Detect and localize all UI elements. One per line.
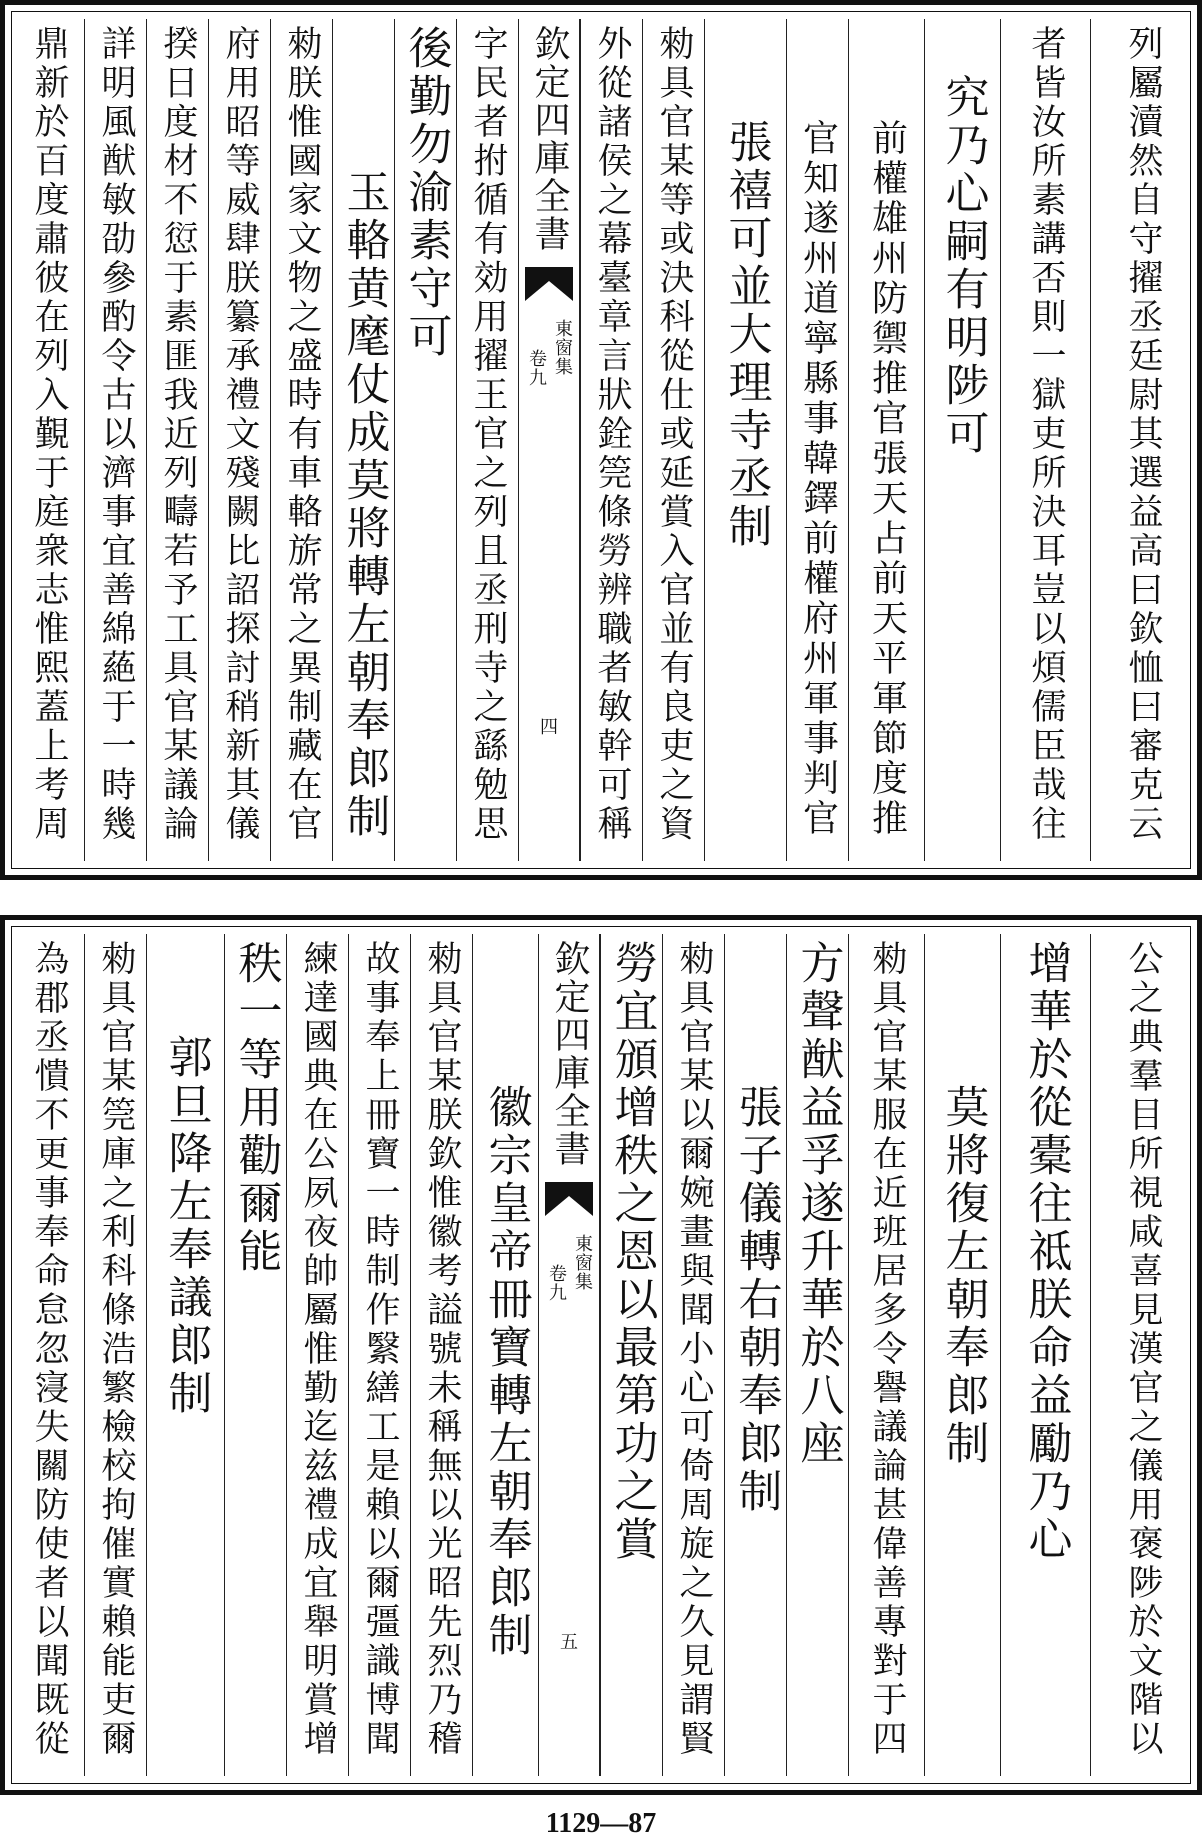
volume-label: 卷九 (526, 349, 547, 387)
text-column (848, 934, 924, 1776)
text-column (394, 19, 456, 861)
column-text: 者皆汝所素講否則一獄吏所決耳豈以煩儒臣哉往 (1026, 25, 1066, 844)
column-text: 官知遂州道寧縣事韓鐸前權府州軍事判官 (797, 119, 839, 839)
column-text: 玉輅黄麾仗成莫將轉左朝奉郎制 (338, 169, 390, 841)
column-text: 究乃心嗣有明陟可 (937, 74, 989, 458)
column-text: 增華於從橐往祗朕命益勵乃心 (1020, 940, 1072, 1564)
text-column (224, 934, 286, 1776)
lower-page-frame (0, 915, 1202, 1795)
text-column (1000, 19, 1090, 861)
text-column (642, 19, 704, 861)
text-column (13, 19, 84, 861)
text-column (924, 19, 1000, 861)
text-column (208, 19, 270, 861)
text-column (1090, 934, 1194, 1776)
column-text: 方聲猷益孚遂升華於八座 (792, 940, 844, 1468)
text-column (704, 19, 786, 861)
column-text: 勞宜頒增秩之恩以最第功之賞 (606, 940, 658, 1564)
text-column (332, 19, 394, 861)
column-text: 揆日度材不愆于素匪我近列疇若予工具官某議論 (158, 25, 198, 844)
column-text: 外從諸侯之幕臺章言狀銓筦條勞辨職者敏幹可稱 (592, 25, 632, 844)
column-text: 勑朕惟國家文物之盛時有車輅旂常之異制藏在官 (282, 25, 322, 844)
lower-page (0, 915, 1202, 1795)
upper-page-frame (0, 0, 1202, 880)
column-text: 前權雄州防禦推官張天占前天平軍節度推 (866, 119, 908, 839)
column-text: 勑具官某服在近班居多令譽議論甚偉善專對于四 (867, 940, 907, 1759)
fish-tail-mark-icon (545, 1182, 593, 1216)
column-text: 郭旦降左奉議郎制 (160, 1034, 212, 1418)
collection-title: 欽定四庫全書 (549, 940, 590, 1168)
upper-page (0, 0, 1202, 880)
volume-label: 卷九 (546, 1264, 567, 1302)
column-text: 故事奉上冊寶一時制作繄繕工是賴以爾彊識博聞 (360, 940, 400, 1759)
text-column (848, 19, 924, 861)
column-text: 徽宗皇帝冊寶轉左朝奉郎制 (480, 1084, 532, 1660)
text-column (924, 934, 1000, 1776)
column-text: 勑具官某朕欽惟徽考謚號未稱無以光昭先烈乃稽 (422, 940, 462, 1759)
column-text: 莫將復左朝奉郎制 (937, 1084, 989, 1468)
text-column (600, 934, 662, 1776)
column-text: 公之典羣目所視咸喜見漢官之儀用褒陟於文階以 (1123, 940, 1163, 1759)
column-text: 為郡丞憒不更事奉命怠忽寖失關防使者以聞既從 (29, 940, 69, 1759)
center-column (518, 19, 580, 861)
column-text: 後勤勿渝素守可 (400, 25, 452, 361)
column-text: 府用昭等威肆朕纂承禮文殘闕比詔探討稍新其儀 (220, 25, 260, 844)
text-column (286, 934, 348, 1776)
column-text: 字民者拊循有効用擢王官之列且丞刑寺之繇勉思 (468, 25, 508, 844)
column-text: 勑具官某筦庫之利科條浩繁檢校拘催實賴能吏爾 (96, 940, 136, 1759)
column-text: 張子儀轉右朝奉郎制 (730, 1084, 782, 1516)
column-text: 勑具官某等或決科從仕或延賞入官並有良吏之資 (654, 25, 694, 844)
column-text: 秩一等用勸爾能 (230, 940, 282, 1276)
text-column (786, 19, 848, 861)
book-name: 東窗集 (552, 319, 573, 376)
text-column (146, 19, 208, 861)
column-text: 鼎新於百度肅彼在列入覲于庭衆志惟熙蓋上考周 (29, 25, 69, 844)
text-column (410, 934, 472, 1776)
text-column (1090, 19, 1194, 861)
center-column (538, 934, 600, 1776)
text-column (84, 19, 146, 861)
column-text: 詳明風猷敏劭參酌令古以濟事宜善綿蕝于一時幾 (96, 25, 136, 844)
book-name: 東窗集 (572, 1234, 593, 1291)
collection-title: 欽定四庫全書 (529, 25, 570, 253)
text-column (146, 934, 224, 1776)
fish-tail-mark-icon (525, 267, 573, 301)
leaf-number: 五 (560, 1632, 578, 1653)
leaf-number: 四 (540, 717, 558, 738)
text-column (84, 934, 146, 1776)
column-text: 勑具官某以爾婉畫與聞小心可倚周旋之久見謂賢 (674, 940, 714, 1759)
column-text: 練達國典在公夙夜帥屬惟勤迄兹禮成宜舉明賞增 (298, 940, 338, 1759)
text-column (1000, 934, 1090, 1776)
column-text: 張禧可並大理寺丞制 (720, 119, 772, 551)
text-column (13, 934, 84, 1776)
text-column (786, 934, 848, 1776)
column-text: 列屬瀆然自守擢丞廷尉其選益高曰欽恤曰審克云 (1123, 25, 1163, 844)
text-column (580, 19, 642, 861)
text-column (456, 19, 518, 861)
page-number: 1129—87 (545, 1808, 657, 1839)
text-column (662, 934, 724, 1776)
text-column (270, 19, 332, 861)
text-column (472, 934, 538, 1776)
text-column (348, 934, 410, 1776)
text-column (724, 934, 786, 1776)
